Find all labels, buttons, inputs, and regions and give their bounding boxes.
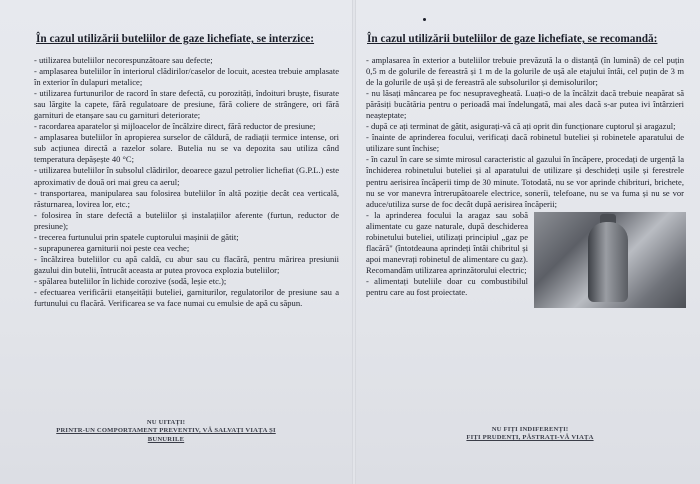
left-item: - racordarea aparatelor și mijloacelor de încălzire direct, fără reductor de presiune; [34,121,316,132]
left-item: - efectuarea verificării etanșeității buteliei, garniturilor, regulatorilor de presiune sau a furtunului cu flacără. Verificarea se va face numai cu emulsie de apă cu săpun. [34,286,339,309]
gas-cylinder-icon [588,222,628,302]
right-footer-title: NU FIȚI INDIFERENȚI! [491,426,569,433]
left-footer-slogan: PRINTR-UN COMPORTAMENT PREVENTIV, VĂ SALVAȚI VIAȚA ȘI BUNURILE [56,427,276,443]
left-item: - amplasarea buteliilor în interiorul clădirilor/caselor de locuit, acestea trebuie amplasate în exterior în dulapuri metalice; [34,66,339,88]
right-item: - amplasarea în exterior a buteliilor trebuie prevăzută la o distanță (în lumină) de cel puțin 0,5 m de golurile de fereastră și 1 m de la golurile de ușă ale etajului întâi, cel puțin de 3 m de la golurile de ușă și de fereastră ale subsolurilor și demisolurilor; [366,55,684,88]
right-footer [410,426,650,443]
right-column [356,0,700,484]
left-item: - utilizarea buteliilor în subsolul clădirilor, deoarece gazul petrolier lichefiat (G.P.L.) este aproximativ de două ori mai greu ca aerul; [34,165,339,187]
left-item: - trecerea furtunului prin spatele cuptorului mașinii de gătit; [34,231,239,242]
left-text-block [34,55,339,309]
left-footer [46,419,286,444]
right-item: - înainte de aprinderea focului, verificați dacă robinetul buteliei și robinetele aparatului de utilizare sunt închise; [366,132,684,154]
gas-cylinder-photo [534,212,686,308]
right-item: - alimentați buteliile doar cu combustibilul pentru care au fost proiectate. [366,275,528,297]
left-item: - încălzirea buteliilor cu apă caldă, cu abur sau cu flacără, pentru mărirea presiunii gazului din butelii, întrucât aceasta ar putea provoca explozia buteliilor; [34,253,339,275]
right-text-block [366,55,684,310]
left-heading: În cazul utilizării buteliilor de gaze lichefiate, se interzice: [36,33,315,45]
left-item: - suprapunerea garniturii noi peste cea veche; [34,242,190,253]
left-footer-title: NU UITAȚI! [146,419,186,426]
right-heading: În cazul utilizării buteliilor de gaze lichefiate, se recomandă: [367,33,658,45]
right-item: - în cazul în care se simte mirosul caracteristic al gazului în încăpere, procedați de urgență la închiderea robinetului buteliei și al aparatului de utilizare și deschideți ușile și ferestrele pentru aerisirea încăperii timp de 30 minute. Totodată, nu se vor aprinde chibrituri, brichete, nu se vor manevra întrerupătoarele electrice, soneríi, telefoane, nu se va fuma și nu se vor aduce/utiliza surse de foc decât după aerisirea încăperii; [366,154,684,209]
left-item: - spălarea buteliilor în lichide corozive (sodă, leșie etc.); [34,275,227,286]
right-item: - după ce ați terminat de gătit, asigurați-vă că ați oprit din funcționare cuptorul și aragazul; [366,121,676,132]
left-item: - utilizarea furtunurilor de racord în stare defectă, cu porozități, îndoituri bruște, fisurate sau lărgite la capete, fără regulatoare de presiune, fără coliere de strângere, ori fără garnituri de etanșare sau cu garnituri deteriorate; [34,88,339,121]
right-item: - nu lăsați mâncarea pe foc nesupravegheată. Luați-o de la încălzit dacă trebuie neapărat să părăsiți bucătăria pentru o perioadă mai îndelungată, mai ales dacă s-ar putea ivi întârzieri neașteptate; [366,88,684,121]
left-item: - utilizarea buteliilor necorespunzătoare sau defecte; [34,55,213,65]
left-item: - folosirea în stare defectă a buteliilor și instalațiilor aferente (furtun, reductor de presiune); [34,209,339,231]
right-footer-slogan: FIȚI PRUDENȚI, PĂSTRAȚI-VĂ VIAȚA [466,434,594,442]
right-item: - la aprinderea focului la aragaz sau sobă alimentate cu gaze naturale, după deschiderea robinetului buteliei, utilizați principiul „gaz pe flacără" (întotdeauna aprindeți întâi chibritul și apoi manevrați robinetul de alimentare cu gaz). Recomandăm utilizarea aprinzătorului electric; [366,209,528,275]
left-item: - transportarea, manipularea sau folosirea buteliilor în altă poziție decât cea verticală, răsturnarea, lovirea lor, etc.; [34,187,339,209]
left-item: - amplasarea buteliilor în apropierea surselor de căldură, de radiații termice intense, ori sub acțiunea directă a razelor solare. Butelia nu se va depozita sau utiliza când temperatura depășește 40 °C; [34,132,339,165]
